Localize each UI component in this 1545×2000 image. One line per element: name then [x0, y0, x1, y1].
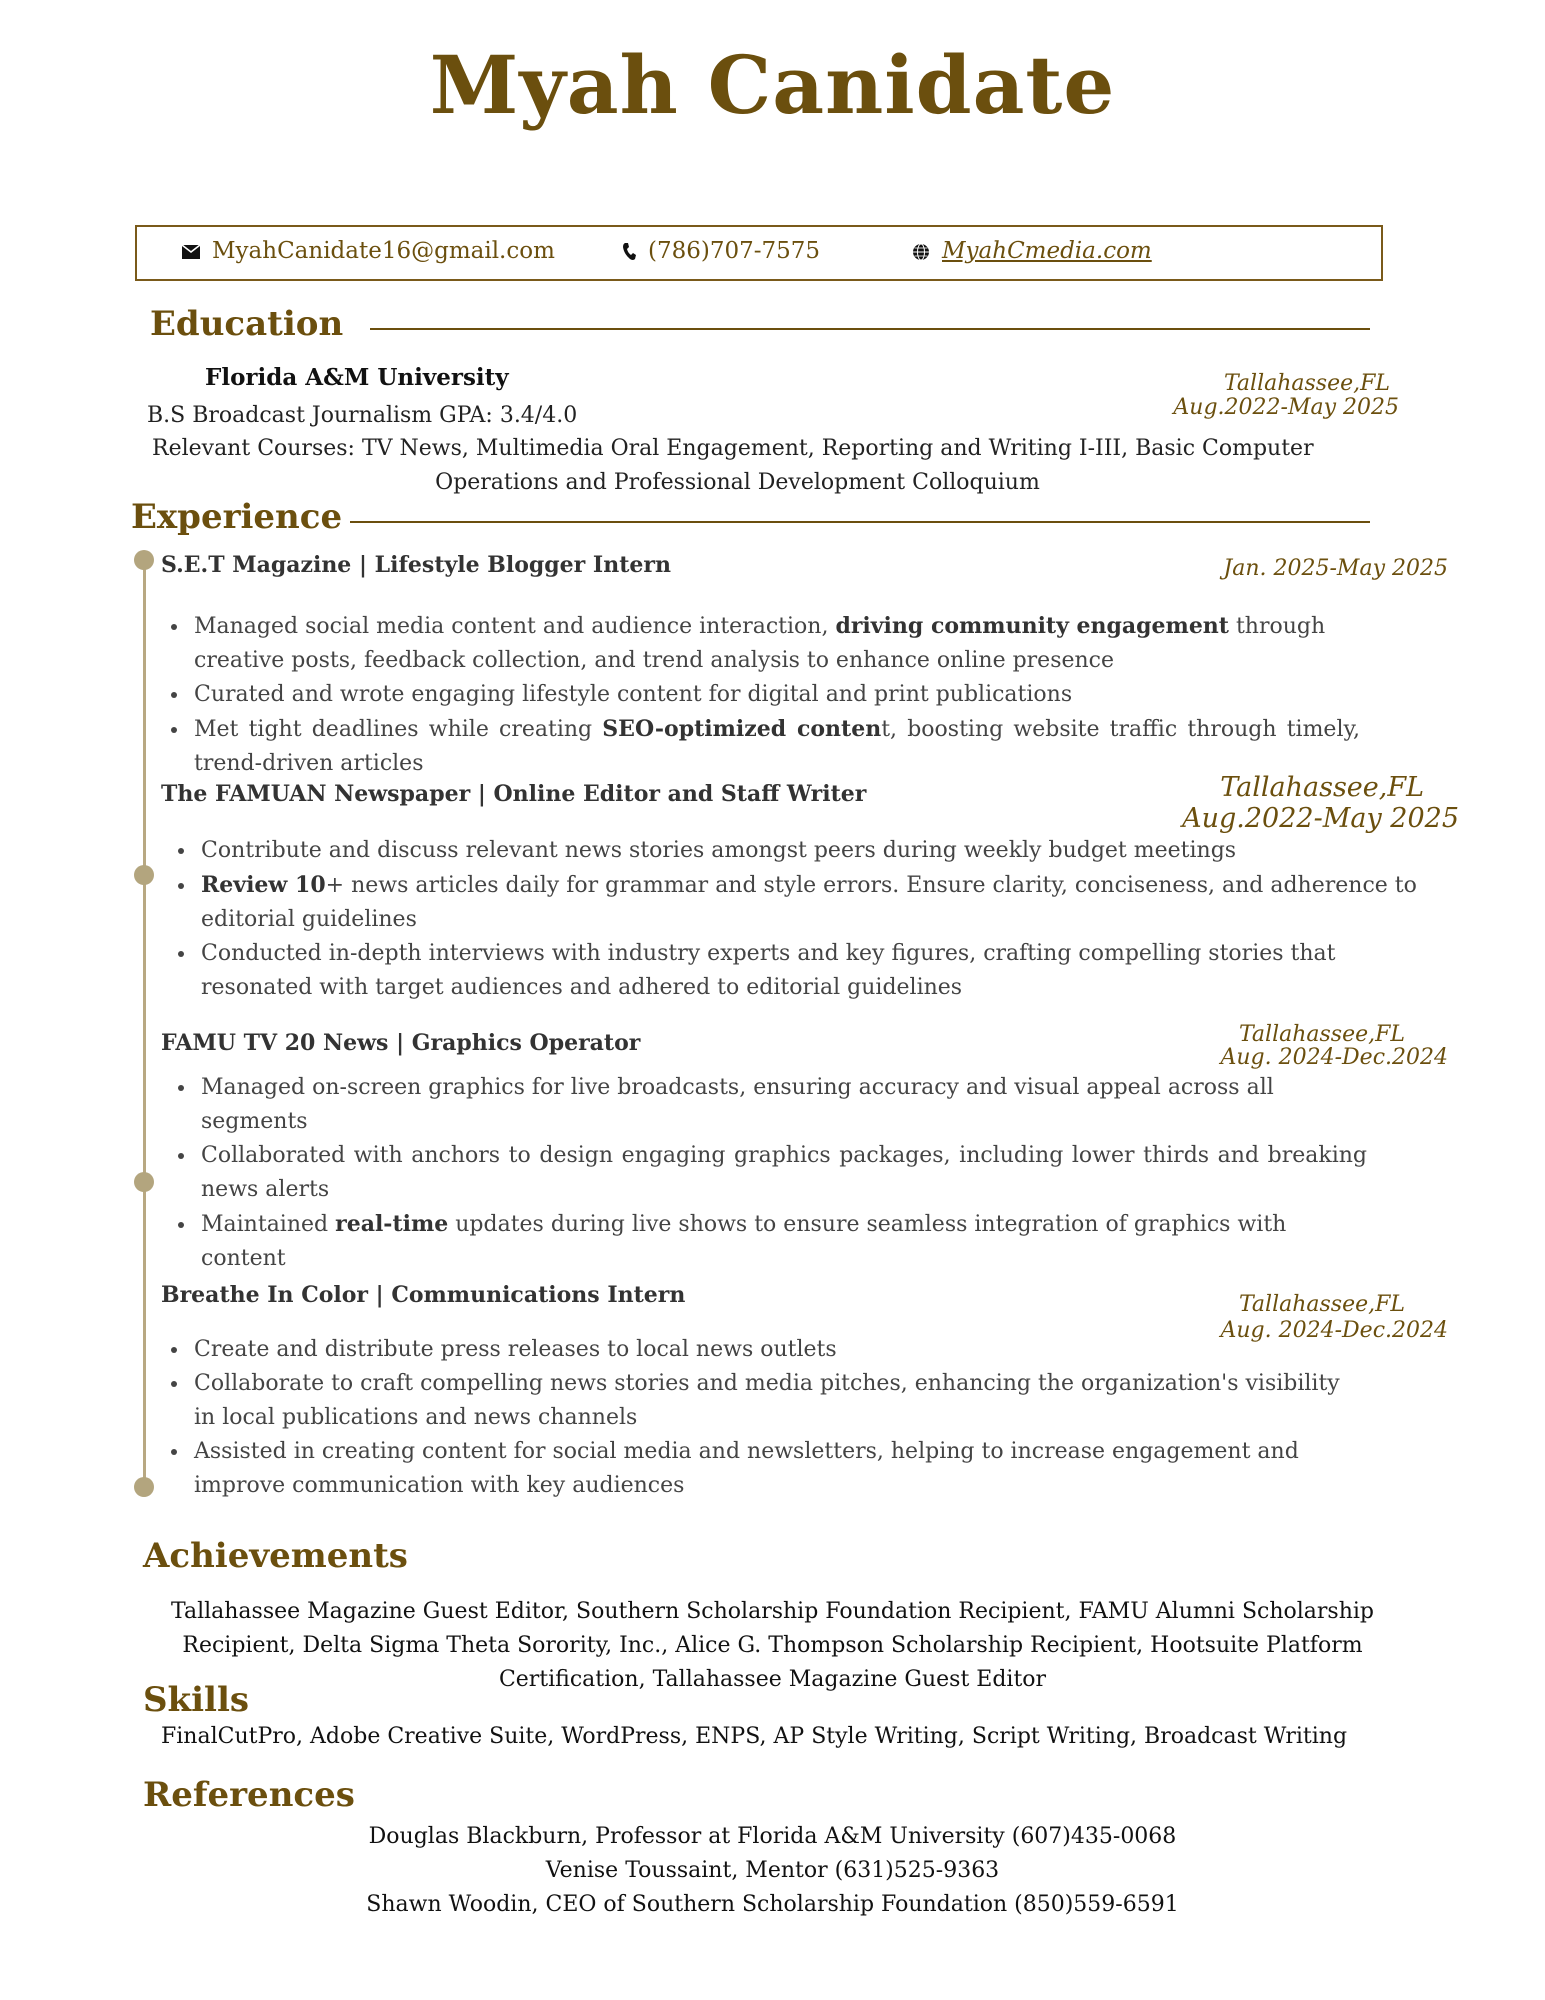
list-item: • Assisted in creating content for social media and newsletters, helping to increase engagement and improve communication with key audiences: [190, 1435, 1350, 1503]
education-divider: [370, 328, 1370, 330]
reference-item: Shawn Woodin, CEO of Southern Scholarship Foundation (850)559-6591: [366, 1892, 1179, 1917]
achievements-line-1: Tallahassee Magazine Guest Editor, Southern Scholarship Foundation Recipient, FAMU Alumni Scholarship: [170, 1599, 1374, 1624]
job-role: Online Editor and Staff Writer: [493, 781, 867, 807]
timeline-line: [143, 556, 146, 1486]
job-bullets: [171, 1071, 1367, 1276]
phone-text: (786)707-7575: [648, 238, 821, 264]
job-role: Lifestyle Blogger Intern: [374, 552, 671, 578]
job-bullets: [164, 1333, 1350, 1503]
envelope-icon: [182, 245, 200, 259]
job-role: Graphics Operator: [411, 1030, 641, 1056]
list-item: • Create and distribute press releases to local news outlets: [190, 1333, 1350, 1367]
reference-item: Douglas Blackburn, Professor at Florida A&M University (607)435-0068: [368, 1824, 1177, 1849]
job-dates: Aug. 2024-Dec.2024: [1220, 1318, 1448, 1343]
achievements-line-3: Certification, Tallahassee Magazine Guest Editor: [498, 1667, 1047, 1692]
timeline-dot: [134, 1172, 154, 1192]
education-location: Tallahassee,FL: [1223, 371, 1390, 396]
job-dates: Aug. 2024-Dec.2024: [1220, 1045, 1448, 1070]
job-dates: Aug.2022-May 2025: [1182, 803, 1459, 834]
list-item: • Collaborated with anchors to design engaging graphics packages, including lower thirds and breaking news alerts: [197, 1139, 1367, 1207]
experience-heading: Experience: [131, 497, 343, 537]
job-dates: Jan. 2025-May 2025: [1223, 556, 1448, 581]
job-title: S.E.T Magazine | Lifestyle Blogger Intern: [161, 552, 671, 578]
achievements-heading: Achievements: [143, 1536, 408, 1576]
job-bullets: [171, 834, 1447, 1005]
education-dates: Aug.2022-May 2025: [1173, 395, 1399, 420]
phone-icon: [622, 242, 636, 262]
resume-name: Myah Canidate: [429, 38, 1116, 132]
job-org: FAMU TV 20 News: [161, 1030, 389, 1056]
contact-email[interactable]: [182, 238, 555, 264]
job-bullets: [164, 609, 1360, 781]
globe-icon: [912, 243, 930, 261]
school-name: Florida A&M University: [205, 364, 509, 391]
list-item: • Conducted in-depth interviews with industry experts and key figures, crafting compelling stories that resonated with target audiences and adhered to editorial guidelines: [197, 937, 1447, 1005]
achievements-line-2: Recipient, Delta Sigma Theta Sorority, Inc., Alice G. Thompson Scholarship Recipient, Hootsuite Platform: [182, 1633, 1363, 1658]
experience-divider: [350, 521, 1370, 523]
website-link[interactable]: MyahCmedia.com: [942, 238, 1152, 264]
job-title: The FAMUAN Newspaper | Online Editor and Staff Writer: [161, 781, 867, 807]
email-text: MyahCanidate16@gmail.com: [212, 238, 555, 264]
contact-phone[interactable]: [622, 238, 820, 264]
timeline-dot: [134, 550, 154, 570]
list-item: • Contribute and discuss relevant news stories amongst peers during weekly budget meetings: [197, 834, 1447, 868]
timeline-dot: [134, 865, 154, 885]
contact-box: [135, 225, 1383, 281]
job-location: Tallahassee,FL: [1238, 1292, 1405, 1317]
job-org: Breathe In Color: [161, 1282, 369, 1308]
list-item: • Maintained real-time updates during live shows to ensure seamless integration of graphics with content: [197, 1207, 1367, 1276]
skills-text: FinalCutPro, Adobe Creative Suite, WordPress, ENPS, AP Style Writing, Script Writing, Broadcast Writing: [161, 1724, 1348, 1749]
education-heading: Education: [150, 304, 344, 344]
job-org: The FAMUAN Newspaper: [161, 781, 471, 807]
job-title: Breathe In Color | Communications Intern: [161, 1282, 686, 1308]
list-item: • Managed on-screen graphics for live broadcasts, ensuring accuracy and visual appeal across all segments: [197, 1071, 1367, 1139]
list-item: • Met tight deadlines while creating SEO-optimized content, boosting website traffic through timely, trend-driven articles: [190, 712, 1360, 781]
list-item: • Curated and wrote engaging lifestyle content for digital and print publications: [190, 678, 1360, 712]
list-item: • Collaborate to craft compelling news stories and media pitches, enhancing the organization's visibility in local publications and news channels: [190, 1367, 1350, 1435]
contact-website[interactable]: [912, 238, 1152, 264]
references-heading: References: [143, 1775, 355, 1815]
degree-line: B.S Broadcast Journalism GPA: 3.4/4.0: [147, 403, 578, 428]
list-item: • Managed social media content and audience interaction, driving community engagement through creative posts, feedback collection, and trend analysis to enhance online presence: [190, 609, 1360, 678]
job-location: Tallahassee,FL: [1220, 772, 1424, 803]
job-org: S.E.T Magazine: [161, 552, 352, 578]
job-role: Communications Intern: [391, 1282, 686, 1308]
skills-heading: Skills: [143, 1680, 250, 1720]
job-location: Tallahassee,FL: [1238, 1022, 1405, 1047]
courses-line-1: Relevant Courses: TV News, Multimedia Oral Engagement, Reporting and Writing I-III, Basic Computer: [152, 436, 1314, 461]
job-title: FAMU TV 20 News | Graphics Operator: [161, 1030, 641, 1056]
list-item: • Review 10+ news articles daily for grammar and style errors. Ensure clarity, conciseness, and adherence to editorial guidelines: [197, 868, 1447, 937]
courses-line-2: Operations and Professional Development Colloquium: [435, 470, 1040, 495]
reference-item: Venise Toussaint, Mentor (631)525-9363: [545, 1858, 1000, 1883]
timeline-dot: [134, 1477, 154, 1497]
